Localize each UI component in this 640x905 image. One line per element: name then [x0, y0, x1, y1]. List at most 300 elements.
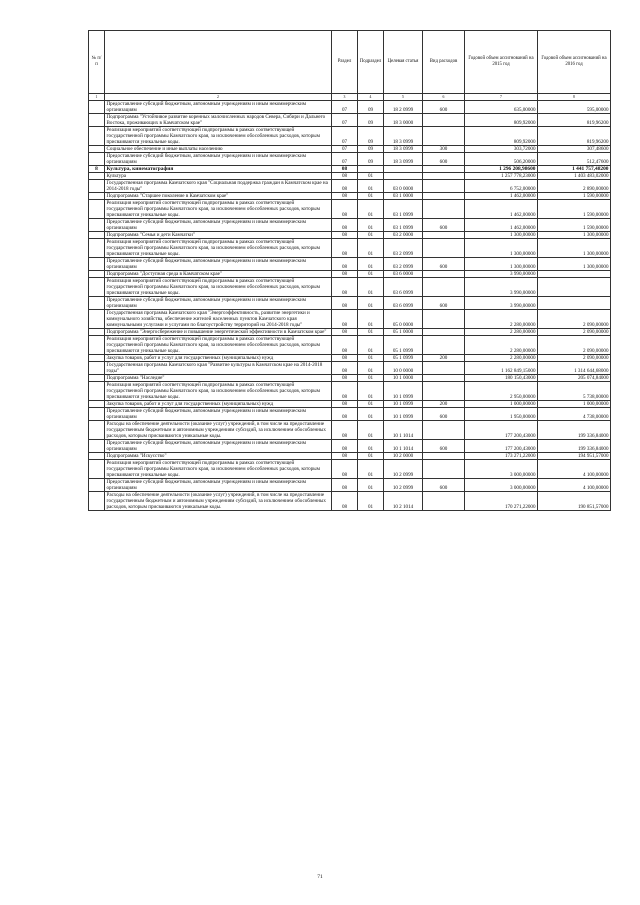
row-amount-2016: 1 300,00000: [538, 258, 611, 271]
row-razdel: 07: [332, 114, 358, 127]
row-amount-2015: 3 990,00000: [465, 297, 538, 310]
table-row: [89, 375, 611, 382]
row-number: [89, 440, 105, 453]
row-expense-type: [423, 166, 465, 173]
row-podrazdel: 09: [358, 101, 384, 114]
row-expense-type: [423, 310, 465, 329]
row-name: Подпрограмма "Старшее поколение в Камчатском крае": [105, 193, 332, 200]
row-razdel: 08: [332, 382, 358, 401]
column-index: 8: [538, 94, 611, 101]
row-number: [89, 355, 105, 362]
row-target-article: 05 1 0999: [384, 336, 423, 355]
table-row: [89, 127, 611, 146]
row-name: Предоставление субсидий бюджетным, автономным учреждениям и иным некоммерческим организациям: [105, 297, 332, 310]
row-number: [89, 101, 105, 114]
row-amount-2015: 809,92000: [465, 127, 538, 146]
row-number: [89, 146, 105, 153]
row-expense-type: 600: [423, 479, 465, 492]
row-name: Реализация мероприятий соответствующей подпрограммы в рамках соответствующей государственной программы Камчатского края, за исключением обособленных расходов, которым присваиваются уникальные коды.: [105, 336, 332, 355]
row-amount-2016: 1 300,00000: [538, 239, 611, 258]
table-row: [89, 336, 611, 355]
row-amount-2016: 5 738,00000: [538, 382, 611, 401]
row-number: [89, 336, 105, 355]
row-number: [89, 401, 105, 408]
row-expense-type: 600: [423, 408, 465, 421]
row-amount-2016: 2 090,00000: [538, 355, 611, 362]
row-razdel: 08: [332, 219, 358, 232]
row-number: [89, 114, 105, 127]
row-target-article: 03 6 0999: [384, 278, 423, 297]
table-row: [89, 362, 611, 375]
table-row: [89, 146, 611, 153]
row-amount-2015: 170 271,22000: [465, 492, 538, 511]
row-amount-2016: 4 738,00000: [538, 408, 611, 421]
row-expense-type: [423, 375, 465, 382]
row-amount-2016: 2 890,00000: [538, 180, 611, 193]
table-row: [89, 329, 611, 336]
row-name: Реализация мероприятий соответствующей подпрограммы в рамках соответствующей государственной программы Камчатского края, за исключением обособленных расходов, которым присваиваются уникальные коды.: [105, 200, 332, 219]
row-target-article: 03 1 0000: [384, 193, 423, 200]
row-amount-2015: 1 462,00000: [465, 219, 538, 232]
row-podrazdel: 01: [358, 453, 384, 460]
row-name: Закупка товаров, работ и услуг для государственных (муниципальных) нужд: [105, 401, 332, 408]
column-index: 1: [89, 94, 105, 101]
row-amount-2016: 1 441 757,48200: [538, 166, 611, 173]
row-name: Реализация мероприятий соответствующей подпрограммы в рамках соответствующей государственной программы Камчатского края, за исключением обособленных расходов, которым присваиваются уникальные коды.: [105, 127, 332, 146]
row-amount-2015: 2 280,00000: [465, 355, 538, 362]
row-name: Культура, кинематография: [105, 166, 332, 173]
row-amount-2015: 3 990,00000: [465, 271, 538, 278]
table-body: [89, 101, 611, 511]
row-expense-type: [423, 362, 465, 375]
row-number: [89, 382, 105, 401]
row-razdel: 08: [332, 180, 358, 193]
row-expense-type: [423, 193, 465, 200]
row-name: Предоставление субсидий бюджетным, автономным учреждениям и иным некоммерческим организациям: [105, 440, 332, 453]
row-podrazdel: 01: [358, 200, 384, 219]
row-amount-2015: 180 150,43000: [465, 375, 538, 382]
row-expense-type: [423, 200, 465, 219]
row-name: Подпрограмма "Наследие": [105, 375, 332, 382]
row-podrazdel: 01: [358, 173, 384, 180]
row-razdel: 07: [332, 153, 358, 166]
column-index: 7: [465, 94, 538, 101]
row-target-article: 03 6 0000: [384, 271, 423, 278]
table-row: [89, 258, 611, 271]
row-name: Предоставление субсидий бюджетным, автономным учреждениям и иным некоммерческим организациям: [105, 479, 332, 492]
row-expense-type: [423, 492, 465, 511]
row-podrazdel: 01: [358, 180, 384, 193]
row-target-article: 10 1 1014: [384, 421, 423, 440]
row-podrazdel: 01: [358, 460, 384, 479]
row-target-article: 18 3 0000: [384, 114, 423, 127]
row-target-article: 18 3 0999: [384, 153, 423, 166]
header-target-article: Целевая статья: [384, 31, 423, 94]
column-index: 2: [105, 94, 332, 101]
header-expense-type: Вид расходов: [423, 31, 465, 94]
row-amount-2016: 190 851,57000: [538, 492, 611, 511]
row-razdel: 08: [332, 271, 358, 278]
row-expense-type: [423, 239, 465, 258]
row-amount-2016: [538, 278, 611, 297]
row-podrazdel: 01: [358, 479, 384, 492]
row-number: [89, 460, 105, 479]
row-amount-2016: 819,96200: [538, 114, 611, 127]
row-expense-type: [423, 271, 465, 278]
row-podrazdel: 01: [358, 408, 384, 421]
header-row: [89, 31, 611, 94]
table-row: [89, 440, 611, 453]
row-name: Предоставление субсидий бюджетным, автономным учреждениям и иным некоммерческим организациям: [105, 219, 332, 232]
row-podrazdel: 01: [358, 310, 384, 329]
row-name: Предоставление субсидий бюджетным, автономным учреждениям и иным некоммерческим организациям: [105, 408, 332, 421]
table-row: [89, 193, 611, 200]
table-row: [89, 453, 611, 460]
table-row: [89, 278, 611, 297]
row-podrazdel: 01: [358, 401, 384, 408]
row-target-article: 18 3 0999: [384, 127, 423, 146]
row-amount-2015: 177 200,43000: [465, 440, 538, 453]
row-podrazdel: 09: [358, 153, 384, 166]
row-number: [89, 239, 105, 258]
row-razdel: 08: [332, 297, 358, 310]
row-amount-2016: 2 090,00000: [538, 336, 611, 355]
row-target-article: 10 1 1014: [384, 440, 423, 453]
row-amount-2016: 4 100,00000: [538, 460, 611, 479]
row-amount-2015: 1 000,00000: [465, 401, 538, 408]
row-name: Подпрограмма "Устойчивое развитие коренных малочисленных народов Севера, Сибири и Дальнего Востока, проживающих в Камчатском крае": [105, 114, 332, 127]
row-expense-type: 600: [423, 219, 465, 232]
row-razdel: 08: [332, 408, 358, 421]
row-expense-type: [423, 173, 465, 180]
row-razdel: 08: [332, 310, 358, 329]
header-amount-2015: Годовой объем ассигнований на 2015 год: [465, 31, 538, 94]
row-amount-2015: 2 280,00000: [465, 329, 538, 336]
row-number: [89, 278, 105, 297]
row-target-article: [384, 173, 423, 180]
row-number: [89, 193, 105, 200]
row-name: Подпрограмма "Искусство": [105, 453, 332, 460]
table-row: [89, 173, 611, 180]
table-row: [89, 232, 611, 239]
row-razdel: 08: [332, 362, 358, 375]
row-amount-2016: 307,48600: [538, 146, 611, 153]
row-target-article: 10 2 0000: [384, 453, 423, 460]
table-row: [89, 297, 611, 310]
table-row: [89, 421, 611, 440]
row-number: [89, 479, 105, 492]
row-podrazdel: 01: [358, 258, 384, 271]
row-amount-2015: 1 300,00000: [465, 258, 538, 271]
table-row: [89, 200, 611, 219]
row-target-article: 03 1 0999: [384, 200, 423, 219]
row-name: Реализация мероприятий соответствующей подпрограммы в рамках соответствующей государственной программы Камчатского края, за исключением обособленных расходов, которым присваиваются уникальные коды.: [105, 460, 332, 479]
row-expense-type: 200: [423, 401, 465, 408]
row-expense-type: 600: [423, 153, 465, 166]
row-amount-2016: 4 100,00000: [538, 479, 611, 492]
row-amount-2015: 1 950,00000: [465, 408, 538, 421]
row-podrazdel: 01: [358, 362, 384, 375]
row-razdel: 08: [332, 421, 358, 440]
row-podrazdel: 01: [358, 336, 384, 355]
row-number: [89, 153, 105, 166]
row-podrazdel: 01: [358, 355, 384, 362]
row-amount-2015: 2 280,00000: [465, 336, 538, 355]
row-amount-2016: 1 314 644,68000: [538, 362, 611, 375]
row-razdel: 08: [332, 375, 358, 382]
row-name: Подпрограмма "Семья и дети Камчатки": [105, 232, 332, 239]
table-row: [89, 492, 611, 511]
row-number: [89, 297, 105, 310]
table-row: [89, 460, 611, 479]
row-target-article: 03 2 0000: [384, 232, 423, 239]
row-razdel: 08: [332, 479, 358, 492]
page-number: 71: [317, 874, 323, 880]
row-name: Предоставление субсидий бюджетным, автономным учреждениям и иным некоммерческим организациям: [105, 258, 332, 271]
table-row: [89, 408, 611, 421]
row-target-article: 18 3 0999: [384, 146, 423, 153]
row-amount-2016: 1 403 483,02000: [538, 173, 611, 180]
column-index: 3: [332, 94, 358, 101]
row-target-article: 10 1 0000: [384, 375, 423, 382]
row-amount-2015: 1 462,00000: [465, 193, 538, 200]
row-razdel: 08: [332, 336, 358, 355]
header-amount-2016: Годовой объем ассигнований на 2016 год: [538, 31, 611, 94]
row-podrazdel: 09: [358, 127, 384, 146]
row-name: Предоставление субсидий бюджетным, автономным учреждениям и иным некоммерческим организациям: [105, 153, 332, 166]
table-row: [89, 401, 611, 408]
column-index: 5: [384, 94, 423, 101]
row-name: Расходы на обеспечение деятельности (оказание услуг) учреждений, в том числе на предоставление государственным бюджетным и автономным учреждениям субсидий, за исключением обособленных расходов, которым присваиваются уникальные коды.: [105, 421, 332, 440]
row-expense-type: [423, 329, 465, 336]
column-index: 4: [358, 94, 384, 101]
row-number: [89, 492, 105, 511]
row-podrazdel: 01: [358, 219, 384, 232]
row-razdel: 08: [332, 460, 358, 479]
row-amount-2016: 194 951,57000: [538, 453, 611, 460]
row-number: [89, 173, 105, 180]
table-row: [89, 219, 611, 232]
row-number: [89, 258, 105, 271]
row-amount-2016: [538, 271, 611, 278]
row-podrazdel: 01: [358, 232, 384, 239]
row-target-article: 10 1 0999: [384, 401, 423, 408]
row-expense-type: [423, 460, 465, 479]
row-expense-type: 600: [423, 297, 465, 310]
row-amount-2016: 1 590,00000: [538, 193, 611, 200]
row-amount-2016: 1 300,00000: [538, 232, 611, 239]
row-amount-2015: 1 296 208,98600: [465, 166, 538, 173]
row-amount-2016: 819,96200: [538, 127, 611, 146]
row-podrazdel: 01: [358, 271, 384, 278]
row-expense-type: [423, 180, 465, 193]
row-razdel: 08: [332, 278, 358, 297]
row-expense-type: [423, 336, 465, 355]
row-podrazdel: 01: [358, 297, 384, 310]
row-podrazdel: 09: [358, 146, 384, 153]
row-number: [89, 310, 105, 329]
row-razdel: 08: [332, 166, 358, 173]
row-razdel: 08: [332, 440, 358, 453]
header-name: [105, 31, 332, 94]
row-name: Реализация мероприятий соответствующей подпрограммы в рамках соответствующей государственной программы Камчатского края, за исключением обособленных расходов, которым присваиваются уникальные коды.: [105, 239, 332, 258]
header-razdel: Раздел: [332, 31, 358, 94]
row-target-article: 10 1 0999: [384, 408, 423, 421]
header-podrazdel: Подраздел: [358, 31, 384, 94]
row-number: [89, 375, 105, 382]
row-amount-2015: 3 000,00000: [465, 479, 538, 492]
row-amount-2015: 3 000,00000: [465, 460, 538, 479]
row-number: [89, 362, 105, 375]
row-amount-2015: 1 300,00000: [465, 232, 538, 239]
row-razdel: 07: [332, 146, 358, 153]
table-row: [89, 271, 611, 278]
table-row: [89, 114, 611, 127]
row-amount-2015: 809,92000: [465, 114, 538, 127]
row-target-article: 03 0 0000: [384, 180, 423, 193]
row-razdel: 08: [332, 193, 358, 200]
row-amount-2015: 2 950,00000: [465, 382, 538, 401]
row-name: Государственная программа Камчатского края "Социальная поддержка граждан в Камчатском крае на 2014-2018 годы": [105, 180, 332, 193]
row-amount-2016: 205 074,84000: [538, 375, 611, 382]
column-index-row: [89, 94, 611, 101]
row-number: [89, 453, 105, 460]
row-target-article: 05 1 0000: [384, 329, 423, 336]
row-podrazdel: 01: [358, 382, 384, 401]
row-target-article: 10 2 0999: [384, 479, 423, 492]
row-expense-type: 600: [423, 101, 465, 114]
row-amount-2016: 595,00000: [538, 101, 611, 114]
row-number: [89, 421, 105, 440]
row-target-article: [384, 166, 423, 173]
row-amount-2015: 6 752,00000: [465, 180, 538, 193]
row-amount-2016: 512,47600: [538, 153, 611, 166]
column-index: 6: [423, 94, 465, 101]
row-podrazdel: 01: [358, 421, 384, 440]
row-target-article: 18 2 0999: [384, 101, 423, 114]
table-row: [89, 355, 611, 362]
row-name: Предоставление субсидий бюджетным, автономным учреждениям и иным некоммерческим организациям: [105, 101, 332, 114]
row-podrazdel: 01: [358, 329, 384, 336]
row-target-article: 10 2 0999: [384, 460, 423, 479]
row-number: [89, 271, 105, 278]
row-expense-type: [423, 114, 465, 127]
row-razdel: 08: [332, 232, 358, 239]
row-podrazdel: 01: [358, 492, 384, 511]
document-page: [88, 30, 610, 511]
row-amount-2016: 2 090,00000: [538, 310, 611, 329]
row-amount-2016: 1 000,00000: [538, 401, 611, 408]
header-number: № п/п: [89, 31, 105, 94]
row-amount-2015: 177 200,43000: [465, 421, 538, 440]
row-razdel: 07: [332, 101, 358, 114]
row-number: [89, 329, 105, 336]
table-row: [89, 153, 611, 166]
row-podrazdel: 01: [358, 278, 384, 297]
row-target-article: 10 0 0000: [384, 362, 423, 375]
row-number: [89, 200, 105, 219]
row-target-article: 03 2 0999: [384, 258, 423, 271]
row-name: Государственная программа Камчатского края "Энергоэффективность, развитие энергетики и коммунального хозяйства, обеспечение жителей населенных пунктов Камчатского края коммунальными услугами и услугами по благоустройству территорий на 2014-2018 годы": [105, 310, 332, 329]
row-amount-2015: 506,20000: [465, 153, 538, 166]
row-expense-type: [423, 232, 465, 239]
row-name: Реализация мероприятий соответствующей подпрограммы в рамках соответствующей государственной программы Камчатского края, за исключением обособленных расходов, которым присваиваются уникальные коды.: [105, 278, 332, 297]
row-razdel: 08: [332, 355, 358, 362]
table-row: [89, 479, 611, 492]
row-number: [89, 127, 105, 146]
row-target-article: 03 2 0999: [384, 239, 423, 258]
row-razdel: 08: [332, 258, 358, 271]
row-razdel: 08: [332, 239, 358, 258]
table-row: [89, 180, 611, 193]
row-amount-2016: 1 590,00000: [538, 219, 611, 232]
row-expense-type: [423, 421, 465, 440]
row-target-article: 03 6 0999: [384, 297, 423, 310]
row-name: Социальное обеспечение и иные выплаты населению: [105, 146, 332, 153]
row-expense-type: [423, 278, 465, 297]
row-razdel: 07: [332, 127, 358, 146]
row-name: Реализация мероприятий соответствующей подпрограммы в рамках соответствующей государственной программы Камчатского края, за исключением обособленных расходов, которым присваиваются уникальные коды.: [105, 382, 332, 401]
row-amount-2015: 303,72000: [465, 146, 538, 153]
table-row: [89, 101, 611, 114]
row-target-article: 03 1 0999: [384, 219, 423, 232]
row-razdel: 08: [332, 401, 358, 408]
row-podrazdel: 01: [358, 375, 384, 382]
row-number: [89, 232, 105, 239]
row-amount-2016: 199 336,84000: [538, 421, 611, 440]
row-name: Расходы на обеспечение деятельности (оказание услуг) учреждений, в том числе на предоставление государственным бюджетным и автономным учреждениям субсидий, за исключением обособленных расходов, которым присваиваются уникальные коды.: [105, 492, 332, 511]
row-target-article: 05 1 0999: [384, 355, 423, 362]
row-podrazdel: 01: [358, 193, 384, 200]
row-amount-2015: 173 271,22000: [465, 453, 538, 460]
row-razdel: 08: [332, 200, 358, 219]
row-name: Подпрограмма "Доступная среда в Камчатском крае": [105, 271, 332, 278]
row-amount-2016: 1 590,00000: [538, 200, 611, 219]
row-amount-2015: 1 162 849,15000: [465, 362, 538, 375]
row-target-article: 05 0 0000: [384, 310, 423, 329]
row-number: [89, 408, 105, 421]
row-amount-2016: 2 090,00000: [538, 329, 611, 336]
budget-table: [88, 30, 611, 511]
row-name: Закупка товаров, работ и услуг для государственных (муниципальных) нужд: [105, 355, 332, 362]
row-amount-2015: 1 257 778,23000: [465, 173, 538, 180]
row-podrazdel: 01: [358, 239, 384, 258]
table-row: [89, 166, 611, 173]
row-podrazdel: [358, 166, 384, 173]
table-row: [89, 239, 611, 258]
row-expense-type: [423, 453, 465, 460]
row-number: 8: [89, 166, 105, 173]
table-row: [89, 310, 611, 329]
row-target-article: 10 2 1014: [384, 492, 423, 511]
row-number: [89, 180, 105, 193]
table-row: [89, 382, 611, 401]
row-name: Государственная программа Камчатского края "Развитие культуры в Камчатском крае на 2014-2018 годы": [105, 362, 332, 375]
row-expense-type: 300: [423, 146, 465, 153]
row-amount-2015: 635,00000: [465, 101, 538, 114]
row-amount-2015: 2 280,00000: [465, 310, 538, 329]
row-number: [89, 219, 105, 232]
row-expense-type: 600: [423, 440, 465, 453]
row-target-article: 10 1 0999: [384, 382, 423, 401]
row-razdel: 08: [332, 329, 358, 336]
row-expense-type: 600: [423, 258, 465, 271]
row-amount-2016: [538, 297, 611, 310]
row-expense-type: [423, 127, 465, 146]
row-razdel: 08: [332, 453, 358, 460]
row-name: Культура: [105, 173, 332, 180]
row-expense-type: [423, 382, 465, 401]
